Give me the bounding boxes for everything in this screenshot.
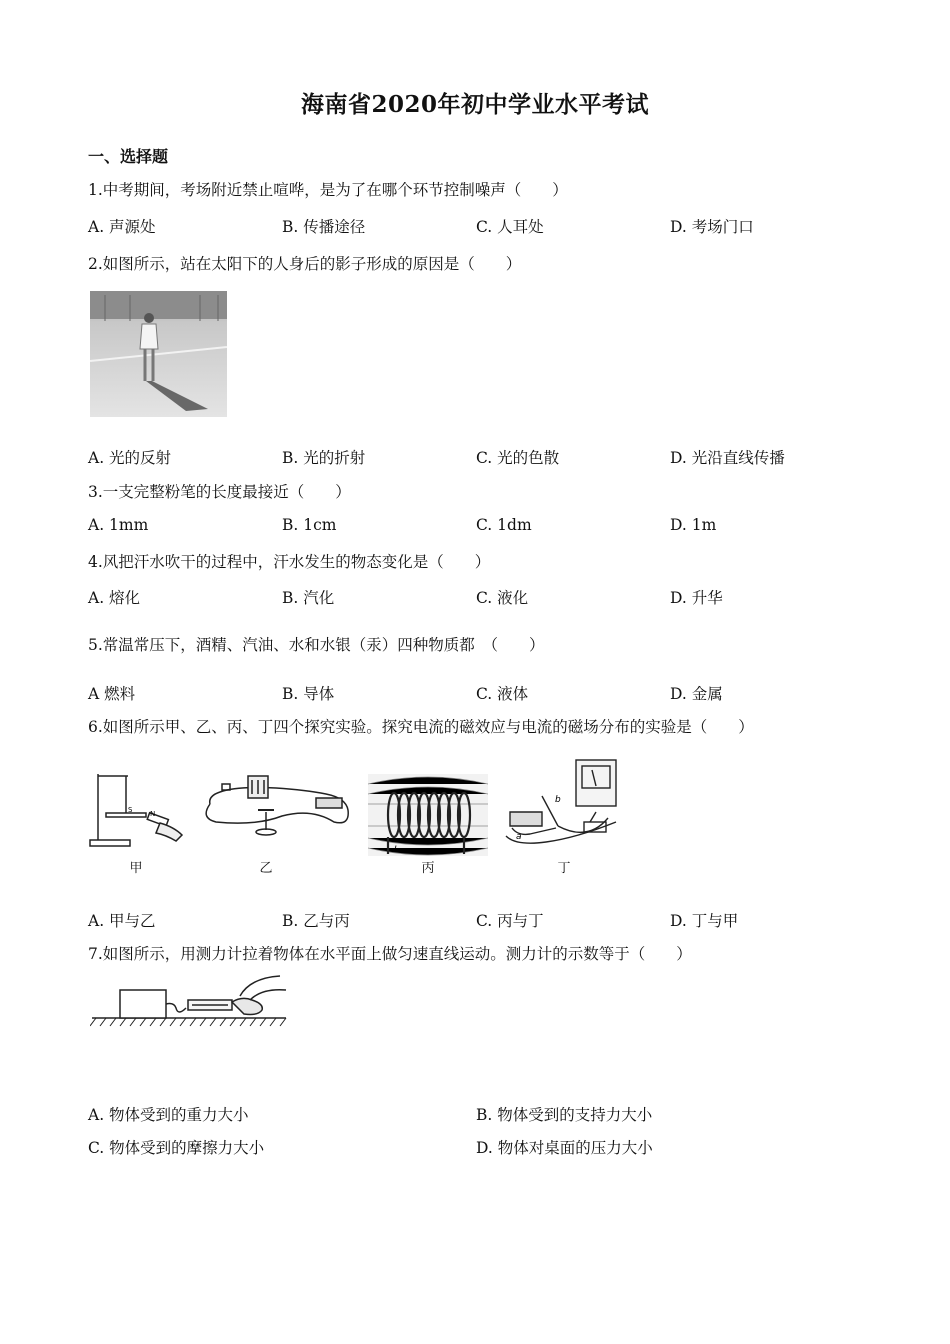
question-1-option-a: A. 声源处	[88, 218, 156, 236]
question-4-option-c: C. 液化	[476, 589, 529, 607]
question-5-option-b: B. 导体	[282, 685, 335, 703]
figure-label-ding: 丁	[557, 861, 571, 876]
figure-yi-circuit	[196, 768, 352, 850]
figure-label-bing: 丙	[421, 861, 435, 876]
question-1-option-d: D. 考场门口	[670, 218, 754, 236]
question-3-option-b: B. 1cm	[282, 516, 337, 534]
figure-spring-scale-block	[90, 972, 290, 1030]
question-2-stem: 2.如图所示，站在太阳下的人身后的影子形成的原因是（ ）	[88, 255, 522, 273]
question-4-option-b: B. 汽化	[282, 589, 335, 607]
fig-bing-current-mark: I	[394, 845, 397, 855]
fig-jia-n-mark: N	[150, 810, 156, 818]
page-title: 海南省2020年初中学业水平考试	[300, 91, 649, 118]
figure-label-yi: 乙	[259, 861, 273, 876]
question-2-option-d: D. 光沿直线传播	[670, 449, 785, 467]
question-7-option-d: D. 物体对桌面的压力大小	[476, 1139, 653, 1157]
question-7-option-c: C. 物体受到的摩擦力大小	[88, 1139, 265, 1157]
question-6-option-a: A. 甲与乙	[88, 912, 156, 930]
question-3-option-a: A. 1mm	[88, 516, 149, 534]
shadow-photo	[90, 291, 227, 417]
question-2-option-c: C. 光的色散	[476, 449, 560, 467]
question-7-option-b: B. 物体受到的支持力大小	[476, 1106, 653, 1124]
question-4-stem: 4.风把汗水吹干的过程中，汗水发生的物态变化是（ ）	[88, 553, 491, 571]
fig-ding-a-mark: a	[516, 832, 522, 842]
question-3-stem: 3.一支完整粉笔的长度最接近（ ）	[88, 483, 351, 501]
question-6-option-c: C. 丙与丁	[476, 912, 544, 930]
figure-ding-galvanometer	[502, 756, 622, 854]
question-5-option-a: A 燃料	[88, 685, 136, 703]
question-4-option-a: A. 熔化	[88, 589, 141, 607]
question-6-option-b: B. 乙与丙	[282, 912, 350, 930]
question-6-stem: 6.如图所示甲、乙、丙、丁四个探究实验。探究电流的磁效应与电流的磁场分布的实验是（ ）	[88, 718, 754, 736]
fig-ding-b-mark: b	[555, 795, 561, 805]
question-2-option-a: A. 光的反射	[88, 449, 172, 467]
figure-label-jia: 甲	[129, 861, 143, 876]
question-7-option-a: A. 物体受到的重力大小	[88, 1106, 249, 1124]
section-heading: 一、选择题	[88, 147, 169, 166]
question-2-option-b: B. 光的折射	[282, 449, 366, 467]
figure-jia-compass-stand	[88, 768, 188, 850]
question-4-option-d: D. 升华	[670, 589, 723, 607]
question-1-option-c: C. 人耳处	[476, 218, 544, 236]
question-1-stem: 1.中考期间，考场附近禁止喧哗，是为了在哪个环节控制噪声（ ）	[88, 181, 568, 199]
question-5-stem: 5.常温常压下，酒精、汽油、水和水银（汞）四种物质都 （ ）	[88, 636, 545, 654]
question-6-option-d: D. 丁与甲	[670, 912, 739, 930]
fig-jia-s-mark: S	[128, 806, 133, 814]
question-3-option-d: D. 1m	[670, 516, 717, 534]
question-5-option-c: C. 液体	[476, 685, 529, 703]
question-1-option-b: B. 传播途径	[282, 218, 366, 236]
question-7-stem: 7.如图所示，用测力计拉着物体在水平面上做匀速直线运动。测力计的示数等于（ ）	[88, 945, 692, 963]
figure-bing-solenoid-filings	[368, 774, 488, 856]
question-5-option-d: D. 金属	[670, 685, 723, 703]
question-3-option-c: C. 1dm	[476, 516, 532, 534]
